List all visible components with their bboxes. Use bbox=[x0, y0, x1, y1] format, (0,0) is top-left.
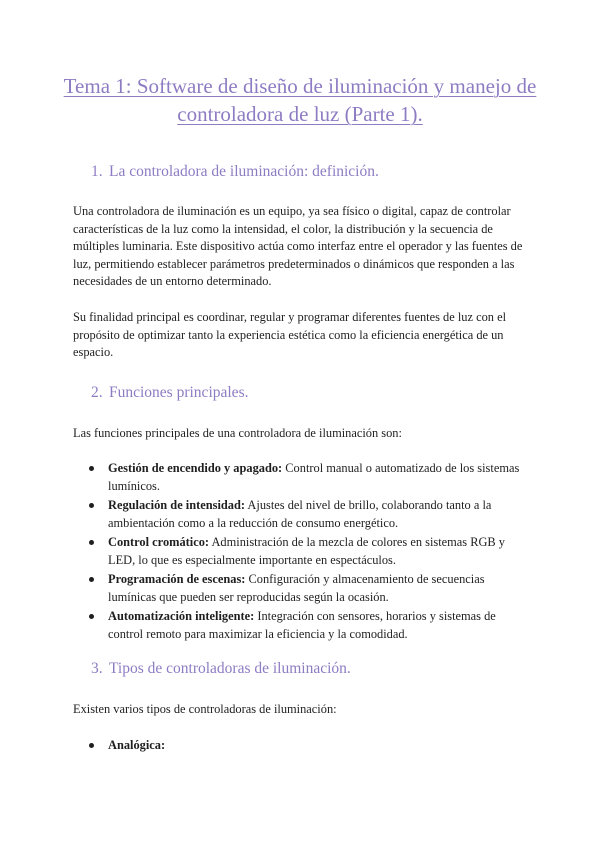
list-item bbox=[73, 608, 533, 643]
functions-list bbox=[73, 460, 533, 645]
definition-paragraph: Una controladora de iluminación es un equipo, ya sea físico o digital, capaz de controlar características de la luz como la intensidad, el color, la distribución y la secuencia de múltiples luminaria. Este dispositivo actúa como interfaz entre el operador y las fuentes de luz, permitiendo establecer parámetros predeterminados o dinámicos que responden a las necesidades de un entorno determinado. bbox=[73, 204, 523, 288]
functions-intro: Las funciones principales de una controladora de iluminación son: bbox=[73, 426, 402, 440]
list-item-term: Control cromático: bbox=[108, 535, 210, 549]
list-item bbox=[73, 460, 533, 495]
section-title: Tipos de controladoras de iluminación. bbox=[109, 660, 351, 677]
bullet-icon bbox=[89, 614, 94, 619]
list-item-term: Automatización inteligente: bbox=[108, 609, 255, 623]
list-item bbox=[73, 534, 533, 569]
section-heading-definition bbox=[91, 162, 379, 182]
list-item-text: Ajustes del nivel de brillo, colaborando tanto a la ambientación como a la reducción de consumo energético. bbox=[108, 498, 492, 530]
list-item-term: Gestión de encendido y apagado: bbox=[108, 461, 283, 475]
list-item-term: Programación de escenas: bbox=[108, 572, 246, 586]
section-title: La controladora de iluminación: definición. bbox=[109, 163, 379, 180]
types-intro: Existen varios tipos de controladoras de iluminación: bbox=[73, 702, 337, 716]
bullet-icon bbox=[89, 503, 94, 508]
section-heading-functions bbox=[91, 383, 248, 403]
purpose-paragraph: Su finalidad principal es coordinar, regular y programar diferentes fuentes de luz con el propósito de optimizar tanto la experiencia estética como la eficiencia energética de un espacio. bbox=[73, 310, 507, 359]
list-item-term: Regulación de intensidad: bbox=[108, 498, 246, 512]
list-item-text: Integración con sensores, horarios y sistemas de control remoto para maximizar la eficiencia y la comodidad. bbox=[108, 609, 496, 641]
bullet-icon bbox=[89, 540, 94, 545]
section-heading-types bbox=[91, 659, 351, 679]
section-title: Funciones principales. bbox=[109, 384, 249, 401]
section-number: 3. bbox=[91, 660, 103, 677]
list-item-text: Control manual o automatizado de los sistemas lumínicos. bbox=[108, 461, 520, 493]
section-number: 1. bbox=[91, 163, 103, 180]
types-list bbox=[73, 737, 533, 757]
document-title: Tema 1: Software de diseño de iluminación y manejo de controladora de luz (Parte 1). bbox=[63, 74, 537, 126]
list-item-term: Analógica: bbox=[108, 738, 166, 752]
bullet-icon bbox=[89, 466, 94, 471]
bullet-icon bbox=[89, 577, 94, 582]
section-number: 2. bbox=[91, 384, 103, 401]
list-item-text: Configuración y almacenamiento de secuencias lumínicas que pueden ser reproducidas según la ocasión. bbox=[108, 572, 485, 604]
list-item bbox=[73, 737, 533, 755]
bullet-icon bbox=[89, 743, 94, 748]
list-item bbox=[73, 571, 533, 606]
list-item bbox=[73, 497, 533, 532]
list-item-text: Administración de la mezcla de colores en sistemas RGB y LED, lo que es especialmente importante en espectáculos. bbox=[108, 535, 505, 567]
